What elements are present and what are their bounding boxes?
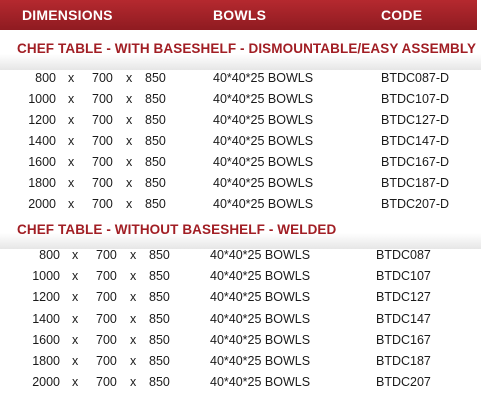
width-value: 800: [39, 248, 60, 262]
times-separator: x: [126, 71, 133, 85]
times-separator: x: [72, 375, 79, 390]
times-separator: x: [68, 71, 75, 85]
width-value: 1000: [32, 269, 60, 284]
depth-value: 700: [96, 269, 117, 284]
times-separator: x: [72, 311, 79, 326]
depth-value: 700: [96, 248, 117, 262]
bowls-value: 40*40*25 BOWLS: [213, 197, 314, 211]
times-separator: x: [68, 197, 75, 211]
product-code: BTDC087-D: [381, 71, 450, 85]
product-code: BTDC207-D: [381, 197, 450, 211]
code-column-header: CODE: [381, 7, 423, 23]
bowls-value: 40*40*25 BOWLS: [210, 354, 311, 368]
height-value: 850: [149, 248, 170, 262]
times-separator: x: [130, 290, 137, 305]
depth-value: 700: [96, 311, 117, 326]
product-code: BTDC127: [376, 290, 431, 305]
table-row: [0, 352, 481, 373]
depth-value: 700: [96, 332, 117, 347]
product-code: BTDC087: [376, 248, 431, 262]
depth-value: 700: [92, 176, 113, 190]
dimensions-column-header: DIMENSIONS: [22, 7, 113, 23]
times-separator: x: [126, 134, 133, 148]
times-separator: x: [68, 134, 75, 148]
times-separator: x: [126, 176, 133, 190]
times-separator: x: [126, 197, 133, 211]
bowls-value: 40*40*25 BOWLS: [213, 176, 314, 190]
bowls-value: 40*40*25 BOWLS: [210, 311, 311, 326]
bowls-value: 40*40*25 BOWLS: [213, 113, 314, 127]
height-value: 850: [145, 92, 166, 106]
times-separator: x: [72, 269, 79, 284]
times-separator: x: [68, 92, 75, 106]
depth-value: 700: [92, 134, 113, 148]
table-row: [0, 267, 481, 288]
section-title-without-baseshelf: CHEF TABLE - WITHOUT BASESHELF - WELDED: [17, 222, 337, 237]
times-separator: x: [72, 248, 79, 262]
height-value: 850: [145, 197, 166, 211]
width-value: 800: [35, 71, 56, 85]
table-row: [0, 331, 481, 352]
times-separator: x: [126, 113, 133, 127]
bowls-value: 40*40*25 BOWLS: [210, 290, 311, 305]
product-code: BTDC167: [376, 332, 431, 347]
height-value: 850: [149, 290, 170, 305]
width-value: 1400: [28, 134, 56, 148]
height-value: 850: [149, 375, 170, 390]
times-separator: x: [130, 332, 137, 347]
depth-value: 700: [92, 113, 113, 127]
times-separator: x: [68, 113, 75, 127]
times-separator: x: [130, 375, 137, 390]
times-separator: x: [68, 155, 75, 169]
bowls-value: 40*40*25 BOWLS: [213, 71, 314, 85]
table-row: [0, 246, 481, 267]
table-row: [0, 153, 481, 174]
table-row: [0, 111, 481, 132]
times-separator: x: [72, 332, 79, 347]
depth-value: 700: [92, 155, 113, 169]
height-value: 850: [149, 311, 170, 326]
width-value: 2000: [32, 375, 60, 390]
times-separator: x: [130, 354, 137, 368]
depth-value: 700: [92, 71, 113, 85]
depth-value: 700: [96, 354, 117, 368]
height-value: 850: [145, 176, 166, 190]
depth-value: 700: [92, 92, 113, 106]
product-code: BTDC147: [376, 311, 431, 326]
table-row: [0, 174, 481, 195]
product-code: BTDC187-D: [381, 176, 450, 190]
product-code: BTDC187: [376, 354, 431, 368]
table-row: [0, 90, 481, 111]
product-code: BTDC127-D: [381, 113, 450, 127]
depth-value: 700: [96, 375, 117, 390]
product-code: BTDC147-D: [381, 134, 450, 148]
times-separator: x: [130, 248, 137, 262]
table-row: [0, 373, 481, 394]
bowls-value: 40*40*25 BOWLS: [213, 155, 314, 169]
times-separator: x: [68, 176, 75, 190]
width-value: 1200: [32, 290, 60, 305]
width-value: 1800: [32, 354, 60, 368]
times-separator: x: [126, 92, 133, 106]
table-row: [0, 310, 481, 331]
height-value: 850: [145, 113, 166, 127]
depth-value: 700: [92, 197, 113, 211]
section-title-with-baseshelf: CHEF TABLE - WITH BASESHELF - DISMOUNTABLE/EASY ASSEMBLY: [17, 41, 477, 56]
height-value: 850: [145, 134, 166, 148]
bowls-value: 40*40*25 BOWLS: [210, 269, 311, 284]
product-code: BTDC107: [376, 269, 431, 284]
table-row: [0, 132, 481, 153]
height-value: 850: [149, 269, 170, 284]
times-separator: x: [126, 155, 133, 169]
product-code: BTDC207: [376, 375, 431, 390]
table-row: [0, 69, 481, 90]
section-divider-shade: [0, 54, 481, 70]
table-row: [0, 288, 481, 309]
times-separator: x: [130, 311, 137, 326]
height-value: 850: [149, 354, 170, 368]
height-value: 850: [145, 155, 166, 169]
width-value: 1000: [28, 92, 56, 106]
table-row: [0, 195, 481, 216]
product-code: BTDC167-D: [381, 155, 450, 169]
width-value: 1600: [32, 332, 60, 347]
width-value: 2000: [28, 197, 56, 211]
bowls-value: 40*40*25 BOWLS: [213, 92, 314, 106]
width-value: 1200: [28, 113, 56, 127]
table-header: [0, 0, 477, 30]
bowls-value: 40*40*25 BOWLS: [210, 375, 311, 390]
height-value: 850: [149, 332, 170, 347]
width-value: 1400: [32, 311, 60, 326]
width-value: 1600: [28, 155, 56, 169]
depth-value: 700: [96, 290, 117, 305]
bowls-value: 40*40*25 BOWLS: [213, 134, 314, 148]
height-value: 850: [145, 71, 166, 85]
product-code: BTDC107-D: [381, 92, 450, 106]
times-separator: x: [130, 269, 137, 284]
bowls-column-header: BOWLS: [213, 7, 267, 23]
bowls-value: 40*40*25 BOWLS: [210, 332, 311, 347]
bowls-value: 40*40*25 BOWLS: [210, 248, 311, 262]
times-separator: x: [72, 354, 79, 368]
width-value: 1800: [28, 176, 56, 190]
times-separator: x: [72, 290, 79, 305]
